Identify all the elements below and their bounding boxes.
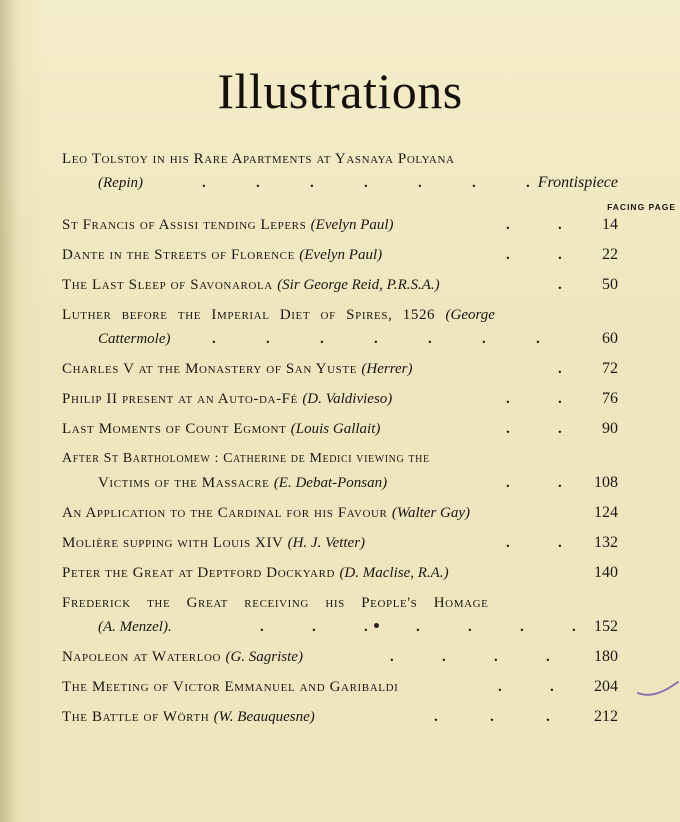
leader-dots: . <box>558 277 562 293</box>
leader-dots: . <box>202 175 206 191</box>
list-item-continuation <box>98 616 618 638</box>
leader-dots: . <box>428 331 432 347</box>
leader-dots: . <box>558 391 562 407</box>
entry-credit: (Herrer) <box>361 361 413 377</box>
page-number: 108 <box>594 474 618 491</box>
entry-title: Frederick the Great receiving his People's Homage <box>62 595 489 611</box>
entry-credit: (Repin) <box>98 175 143 191</box>
entry-credit: (George <box>445 307 495 323</box>
page-number: 140 <box>594 564 618 581</box>
leader-dots: . <box>468 619 472 635</box>
page-number: 124 <box>594 504 618 521</box>
leader-dots: . <box>212 331 216 347</box>
leader-dots: . <box>320 331 324 347</box>
ink-smudge <box>374 623 379 628</box>
entry-title: An Application to the Cardinal for his Favour <box>62 505 392 521</box>
page-number: 132 <box>594 534 618 551</box>
leader-dots: . <box>490 709 494 725</box>
leader-dots: . <box>526 175 530 191</box>
leader-dots: . <box>558 475 562 491</box>
leader-dots: . <box>498 679 502 695</box>
entry-title: Charles V at the Monastery of San Yuste <box>62 361 362 377</box>
leader-dots: . <box>416 619 420 635</box>
list-item <box>62 502 618 524</box>
list-item <box>62 274 618 296</box>
leader-dots: . <box>312 619 316 635</box>
entry-title: Victims of the Massacre <box>98 475 274 491</box>
list-item-continuation <box>98 472 618 494</box>
leader-dots: . <box>364 175 368 191</box>
list-item-continuation <box>98 328 618 350</box>
list-item <box>62 304 618 326</box>
leader-dots: . <box>546 649 550 665</box>
entry-title: Luther before the Imperial Diet of Spires, 1526 <box>62 307 446 323</box>
entry-title: Napoleon at Waterloo <box>62 649 226 665</box>
page-number: 90 <box>602 420 618 437</box>
list-item <box>62 244 618 266</box>
leader-dots: . <box>558 361 562 377</box>
entry-title: Dante in the Streets of Florence <box>62 247 300 263</box>
leader-dots: . <box>546 709 550 725</box>
leader-dots: . <box>256 175 260 191</box>
page-number: 22 <box>602 246 618 263</box>
leader-dots: . <box>494 649 498 665</box>
entry-credit: (Walter Gay) <box>391 505 471 521</box>
entry-credit: (Evelyn Paul) <box>310 217 394 233</box>
leader-dots: . <box>536 331 540 347</box>
page-number: 60 <box>602 330 618 347</box>
list-item-continuation <box>98 172 618 194</box>
entry-title: Philip II present at an Auto-da-Fé <box>62 391 303 407</box>
leader-dots: . <box>364 619 368 635</box>
entry-title: Molière supping with Louis XIV <box>62 535 288 551</box>
leader-dots: . <box>266 331 270 347</box>
list-item <box>62 646 618 668</box>
leader-dots: . <box>558 217 562 233</box>
leader-dots: . <box>374 331 378 347</box>
page-number: 204 <box>594 678 618 695</box>
entry-title: The Meeting of Victor Emmanuel and Garibaldi <box>62 679 399 695</box>
leader-dots: . <box>558 247 562 263</box>
list-item <box>62 148 618 170</box>
entry-credit: (H. J. Vetter) <box>287 535 366 551</box>
list-item <box>62 214 618 236</box>
leader-dots: . <box>550 679 554 695</box>
entry-credit: (Louis Gallait) <box>290 421 381 437</box>
leader-dots: . <box>434 709 438 725</box>
leader-dots: . <box>558 421 562 437</box>
list-item <box>62 358 618 380</box>
entry-title: The Last Sleep of Savonarola <box>62 277 278 293</box>
page-number: 212 <box>594 708 618 725</box>
page-number: 14 <box>602 216 618 233</box>
entry-credit: (Sir George Reid, P.R.S.A.) <box>277 277 440 293</box>
leader-dots: . <box>390 649 394 665</box>
leader-dots: . <box>506 247 510 263</box>
leader-dots: . <box>506 391 510 407</box>
leader-dots: . <box>472 175 476 191</box>
leader-dots: . <box>506 535 510 551</box>
entry-credit: (W. Beauquesne) <box>213 709 315 725</box>
facing-page-label: FACING PAGE <box>607 202 676 212</box>
list-item <box>62 562 618 584</box>
list-item <box>62 418 618 440</box>
page-number: 72 <box>602 360 618 377</box>
list-item <box>62 706 618 728</box>
entry-title: The Battle of Wörth <box>62 709 214 725</box>
leader-dots: . <box>558 535 562 551</box>
page-title: Illustrations <box>217 63 463 119</box>
entry-credit: Cattermole) <box>98 331 171 347</box>
entry-title: Last Moments of Count Egmont <box>62 421 291 437</box>
leader-dots: . <box>260 619 264 635</box>
leader-dots: . <box>310 175 314 191</box>
entry-credit: (A. Menzel). <box>98 619 172 635</box>
entry-credit: (E. Debat-Ponsan) <box>273 475 388 491</box>
list-item <box>62 448 618 470</box>
pen-mark-icon <box>636 676 680 700</box>
page-number: 50 <box>602 276 618 293</box>
leader-dots: . <box>418 175 422 191</box>
entry-title: After St Bartholomew : Catherine de Medici viewing the <box>62 451 430 466</box>
entry-credit: (D. Valdivieso) <box>302 391 393 407</box>
leader-dots: . <box>506 475 510 491</box>
leader-dots: . <box>506 421 510 437</box>
leader-dots: . <box>442 649 446 665</box>
entry-title: Peter the Great at Deptford Dockyard <box>62 565 340 581</box>
page-number: Frontispiece <box>537 174 618 191</box>
entry-title: St Francis of Assisi tending Lepers <box>62 217 311 233</box>
entry-credit: (G. Sagriste) <box>225 649 303 665</box>
leader-dots: . <box>482 331 486 347</box>
entry-credit: (D. Maclise, R.A.) <box>339 565 449 581</box>
page-number: 152 <box>594 618 618 635</box>
list-item <box>62 592 618 614</box>
entry-title: Leo Tolstoy in his Rare Apartments at Yasnaya Polyana <box>62 151 455 167</box>
leader-dots: . <box>572 619 576 635</box>
list-item <box>62 388 618 410</box>
list-item <box>62 532 618 554</box>
page-number: 180 <box>594 648 618 665</box>
leader-dots: . <box>506 217 510 233</box>
list-item <box>62 676 618 698</box>
page-number: 76 <box>602 390 618 407</box>
entry-credit: (Evelyn Paul) <box>299 247 383 263</box>
leader-dots: . <box>520 619 524 635</box>
